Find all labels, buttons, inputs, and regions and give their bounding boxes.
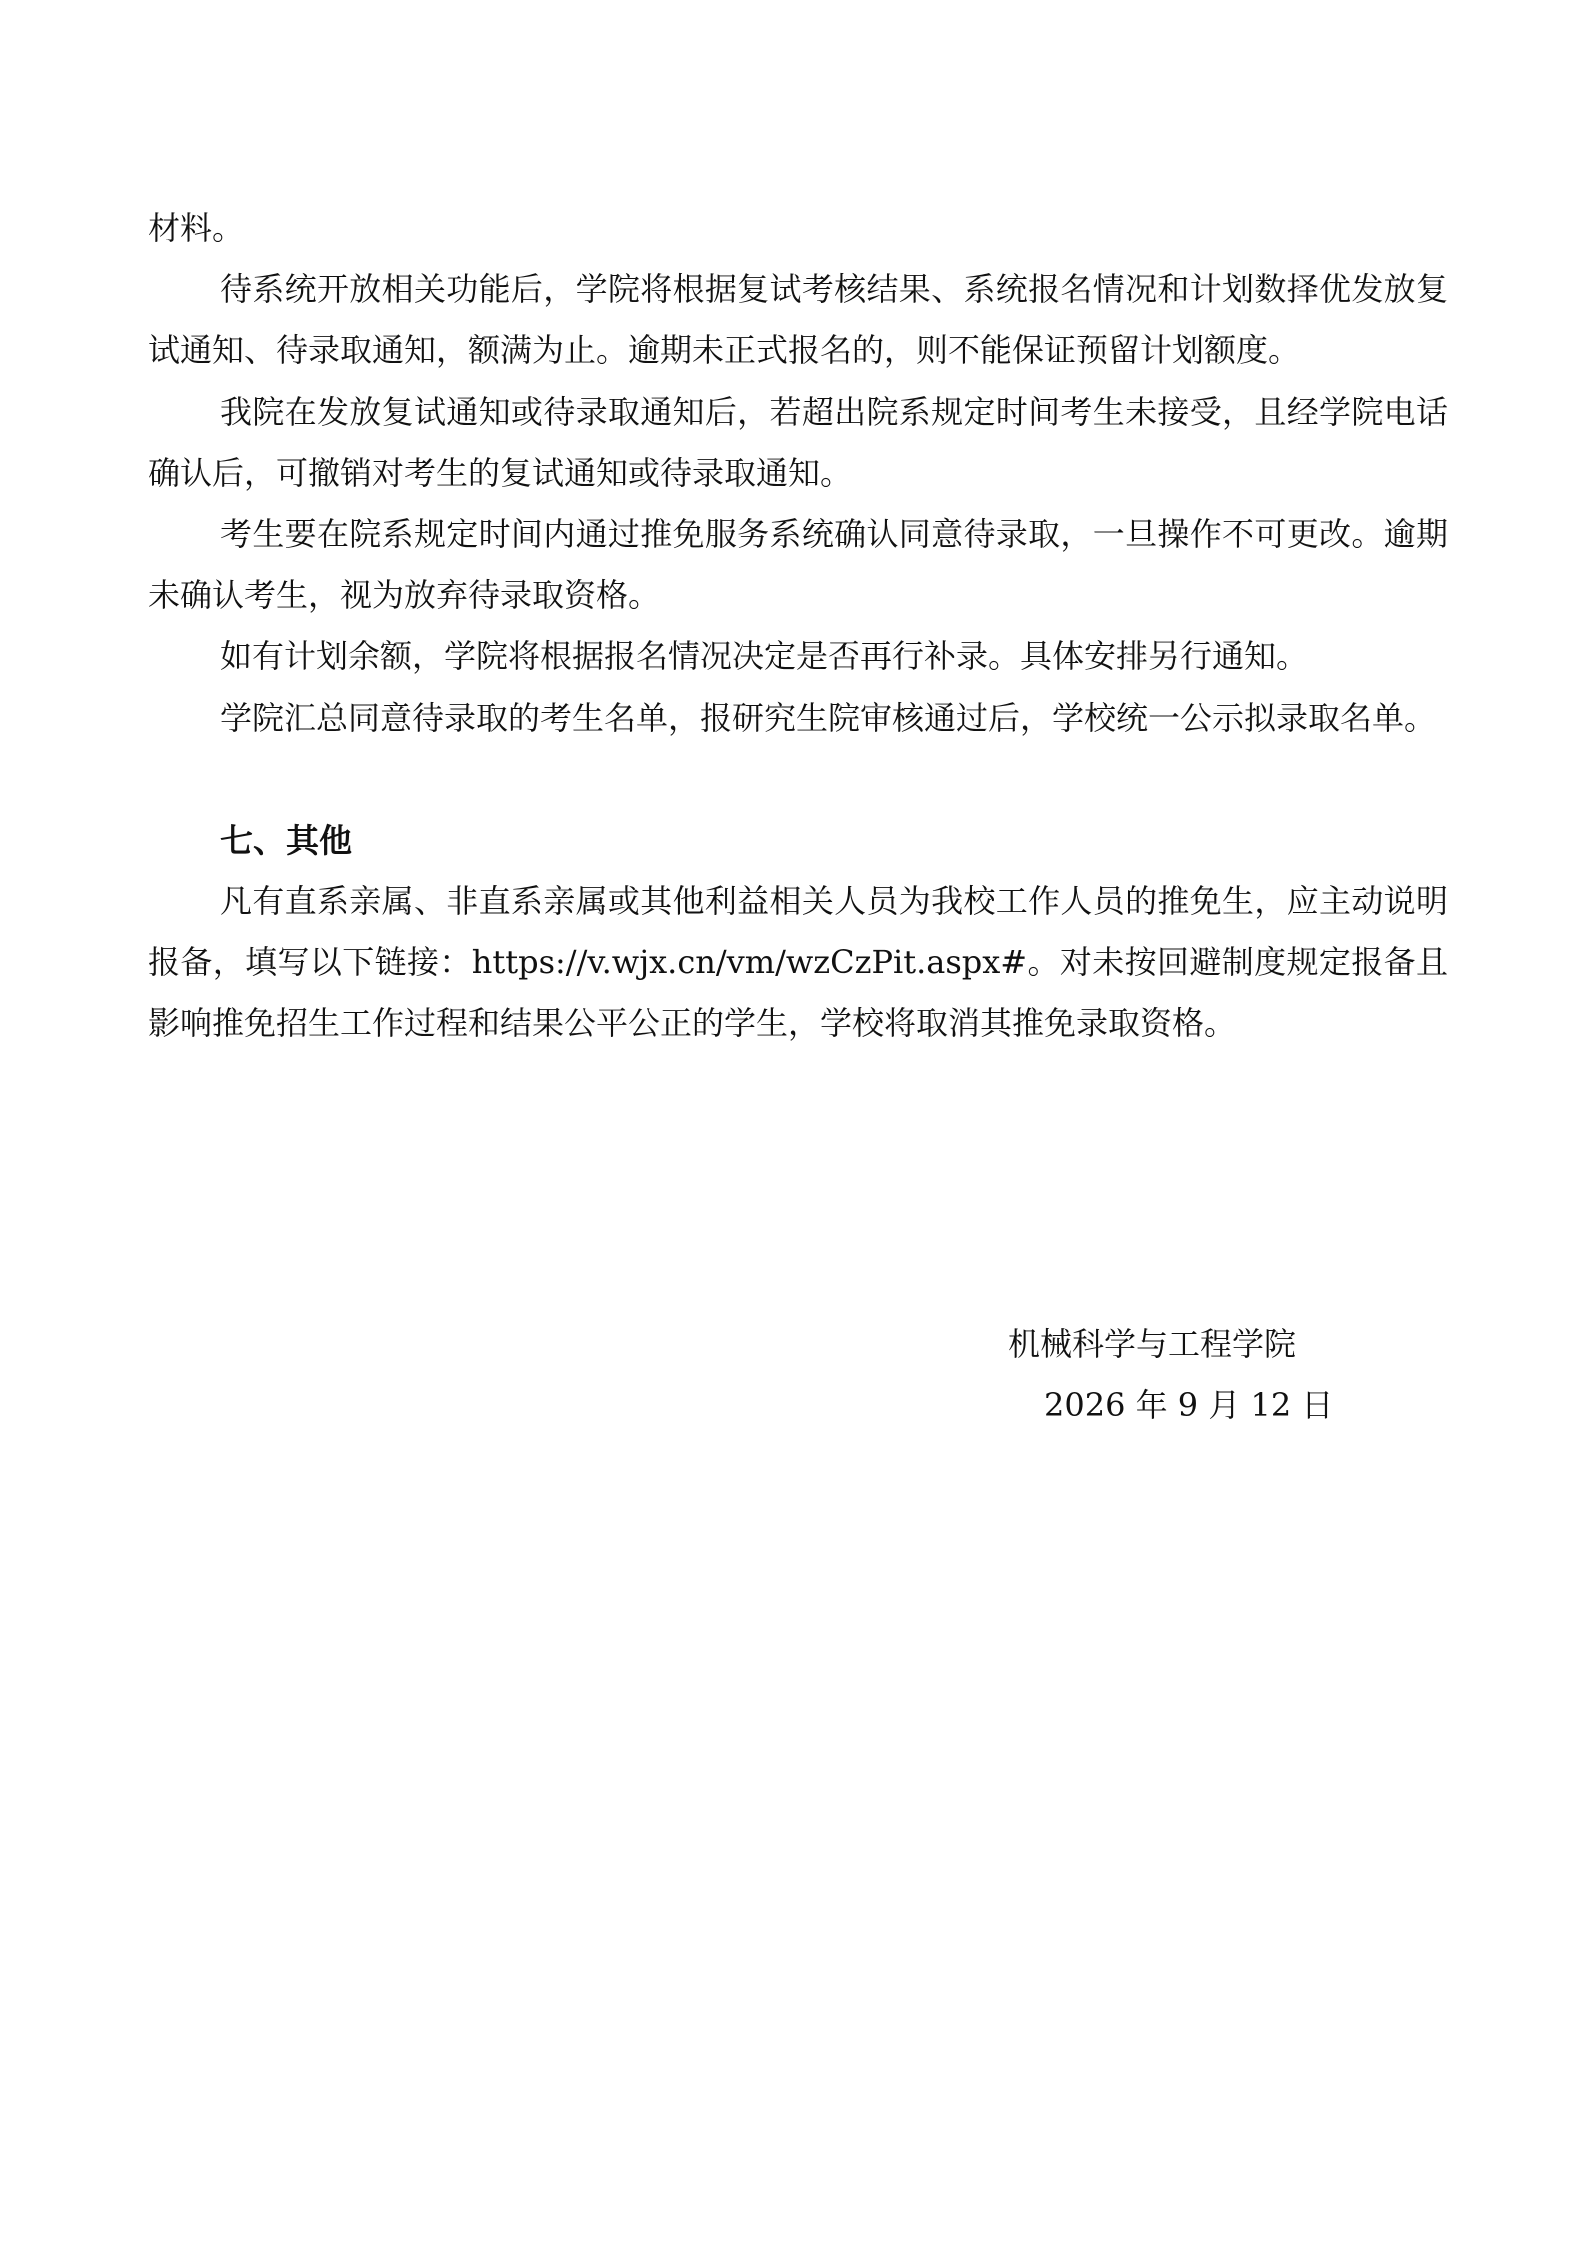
paragraph-publicity: 学院汇总同意待录取的考生名单，报研究生院审核通过后，学校统一公示拟录取名单。 <box>220 698 1437 737</box>
document-body <box>148 198 1448 1055</box>
paragraph-disclosure <box>148 871 1448 1055</box>
disclosure-link[interactable]: https://v.wjx.cn/vm/wzCzPit.aspx# <box>471 943 1028 982</box>
disclosure-text-after: 。对未按回避制度规定报备且影响推免招生工作过程和结果公平公正的学生，学校将取消其推免录取资格。 <box>148 943 1448 1043</box>
signature-college: 机械科学与工程学院 <box>1008 1325 1297 1363</box>
paragraph-continuation: 材料。 <box>148 209 245 247</box>
paragraph-revocation: 我院在发放复试通知或待录取通知后，若超出院系规定时间考生未接受，且经学院电话确认后，可撤销对考生的复试通知或待录取通知。 <box>148 392 1448 492</box>
disclosure-text-before: 凡有直系亲属、非直系亲属或其他利益相关人员为我校工作人员的推免生，应主动说明报备，填写以下链接： <box>148 882 1448 982</box>
paragraph-notification-process: 待系统开放相关功能后，学院将根据复试考核结果、系统报名情况和计划数择优发放复试通知、待录取通知，额满为止。逾期未正式报名的，则不能保证预留计划额度。 <box>148 270 1448 370</box>
paragraph-supplementary: 如有计划余额，学院将根据报名情况决定是否再行补录。具体安排另行通知。 <box>220 637 1309 676</box>
section-heading-other: 七、其他 <box>220 820 352 860</box>
paragraph-confirmation: 考生要在院系规定时间内通过推免服务系统确认同意待录取，一旦操作不可更改。逾期未确认考生，视为放弃待录取资格。 <box>148 515 1448 615</box>
signature-date: 2026 年 9 月 12 日 <box>1044 1386 1334 1424</box>
